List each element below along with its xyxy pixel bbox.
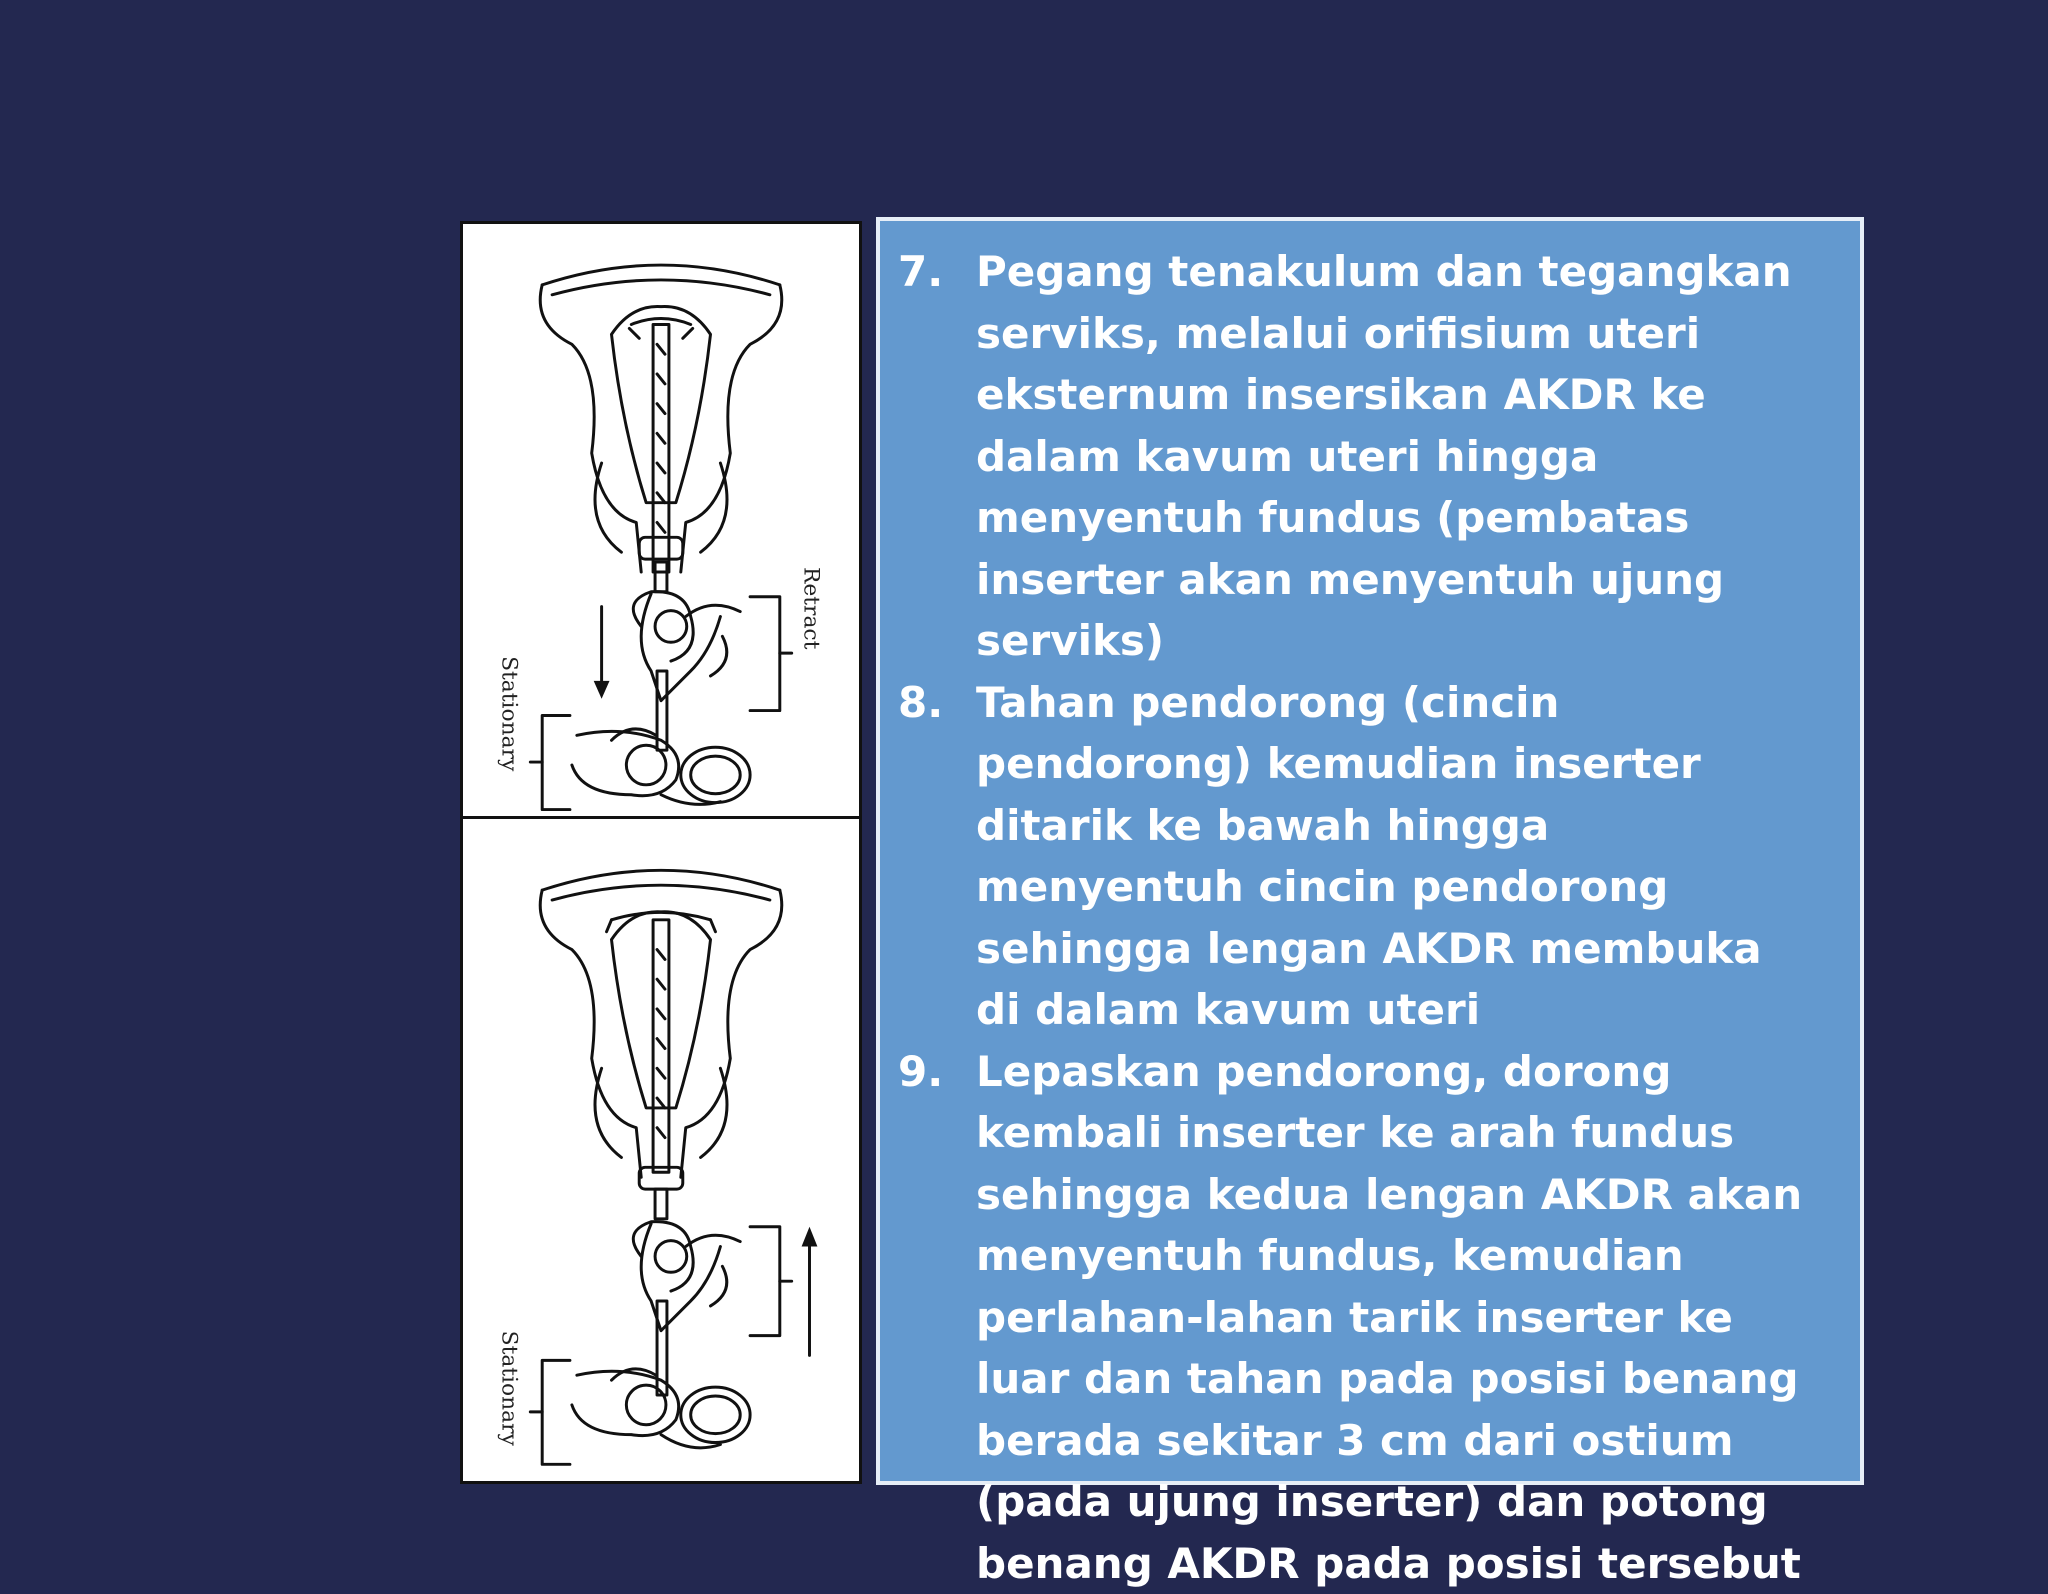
step-text: Tahan pendorong (cincin pendorong) kemudian inserter ditarik ke bawah hingga menyentuh cincin pendorong sehingga lengan AKDR membuka di dalam kavum uteri (976, 672, 1820, 1041)
step-9 (898, 1041, 1820, 1594)
step-number: 9. (898, 1041, 976, 1594)
instructions-panel (876, 217, 1864, 1485)
step-7 (898, 241, 1820, 672)
step-number: 8. (898, 672, 976, 1041)
illustration-retract (460, 221, 862, 819)
steps-list (898, 241, 1820, 1594)
iud-insertion-diagram-top (463, 224, 859, 816)
iud-insertion-diagram-bottom (463, 819, 859, 1481)
label-stationary-top: Stationary (497, 656, 522, 772)
step-text: Pegang tenakulum dan tegangkan serviks, melalui orifisium uteri eksternum insersikan AKDR ke dalam kavum uteri hingga menyentuh fundus (pembatas inserter akan menyentuh ujung serviks) (976, 241, 1820, 672)
step-text: Lepaskan pendorong, dorong kembali inserter ke arah fundus sehingga kedua lengan AKDR akan menyentuh fundus, kemudian perlahan-lahan tarik inserter ke luar dan tahan pada posisi benang berada sekitar 3 cm dari ostium (pada ujung inserter) dan potong benang AKDR pada posisi tersebut (976, 1041, 1820, 1594)
label-stationary-bottom: Stationary (497, 1331, 522, 1447)
step-number: 7. (898, 241, 976, 672)
step-8 (898, 672, 1820, 1041)
illustration-push (460, 816, 862, 1484)
label-retract: Retract (799, 567, 824, 650)
